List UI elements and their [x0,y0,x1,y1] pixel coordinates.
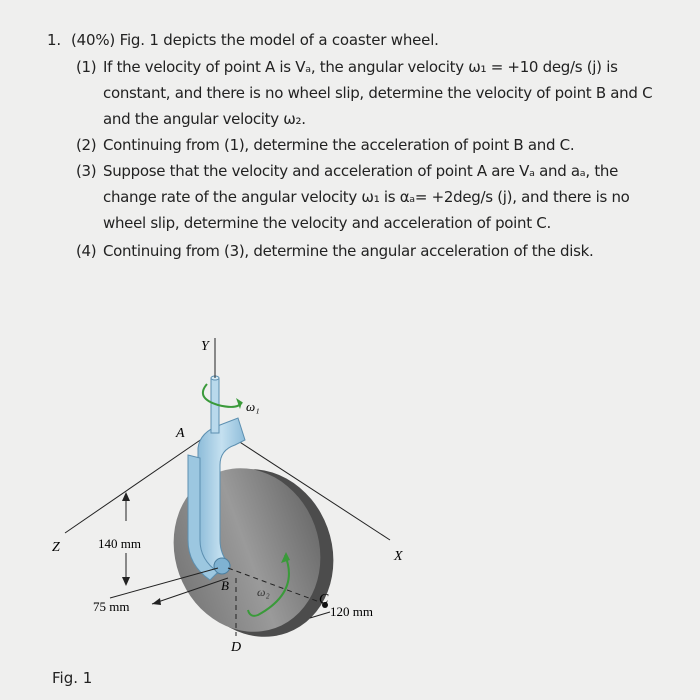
omega2-label: ω₂ [257,585,270,599]
part-3-line-3: wheel slip, determine the velocity and acceleration of point C. [103,214,551,232]
axle-hub [214,558,230,574]
omega1-label: ω₁ [246,399,260,414]
part-3-line-2: change rate of the angular velocity ω₁ is αₐ= +2deg/s (j), and there is no [103,188,630,206]
axis-z-label: Z [52,540,60,555]
question-header: (40%) Fig. 1 depicts the model of a coaster wheel. [71,31,439,49]
question-number: 1. [47,31,61,49]
part-1-text: If the velocity of point A is Vₐ, the angular velocity ω₁ = +10 deg/s (j) is [103,58,618,76]
axis-y-label: Y [201,339,209,354]
part-4-number: (4) [76,242,97,260]
dim-75-label: 75 mm [93,599,130,614]
part-3-text: Suppose that the velocity and acceleration of point A are Vₐ and aₐ, the [103,162,619,180]
dim-140-label: 140 mm [98,536,141,551]
omega1-arrow [203,384,242,407]
part-2-number: (2) [76,136,97,154]
axis-x-label: X [394,549,403,564]
disk-face [151,447,343,652]
point-d-label: D [231,640,242,655]
point-b-label: B [221,578,229,593]
point-a-label: A [176,426,185,441]
part-2-text: Continuing from (1), determine the acceleration of point B and C. [103,136,575,154]
figure-caption: Fig. 1 [52,669,93,687]
part-1-line-3: and the angular velocity ω₂. [103,110,306,128]
part-1-line-2: constant, and there is no wheel slip, determine the velocity of point B and C [103,84,653,102]
part-1-number: (1) [76,58,97,76]
part-3-number: (3) [76,162,97,180]
part-4-text: Continuing from (3), determine the angular acceleration of the disk. [103,242,594,260]
dim-120-label: 120 mm [330,604,373,619]
point-c-label: C [319,592,329,607]
